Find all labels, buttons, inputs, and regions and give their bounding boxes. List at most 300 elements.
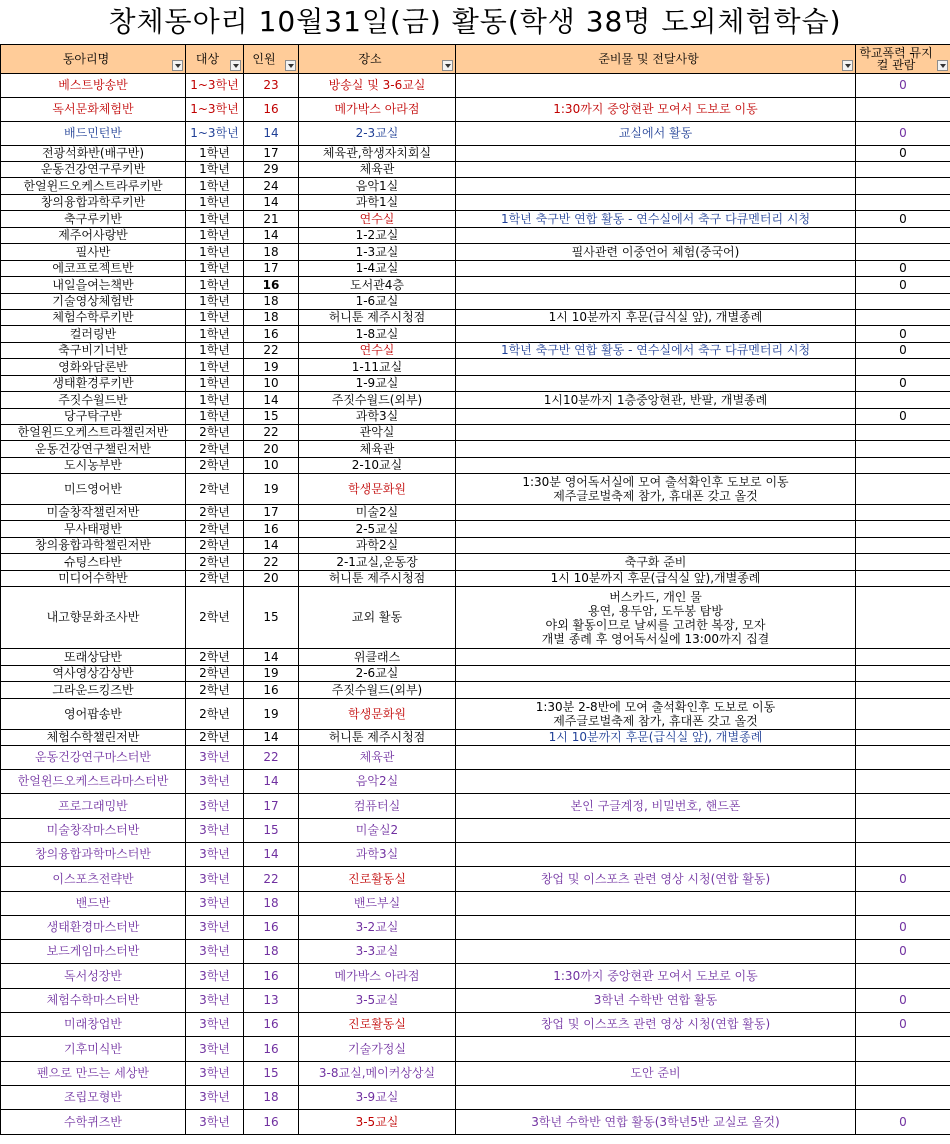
cell-place[interactable]: 2-5교실: [299, 521, 456, 538]
cell-notes[interactable]: 창업 및 이스포츠 관련 영상 시청(연합 활동): [456, 867, 856, 892]
cell-notes[interactable]: [456, 294, 856, 310]
filter-dropdown-icon[interactable]: [937, 60, 948, 71]
cell-musical[interactable]: [856, 730, 950, 746]
cell-count[interactable]: 17: [244, 794, 299, 819]
cell-target[interactable]: 3학년: [186, 770, 244, 794]
cell-notes[interactable]: 1시 10분까지 후문(급식실 앞),개별종례: [456, 571, 856, 587]
cell-place[interactable]: 미술2실: [299, 505, 456, 521]
cell-musical[interactable]: [856, 195, 950, 211]
cell-notes[interactable]: [456, 146, 856, 162]
cell-place[interactable]: 3-3교실: [299, 940, 456, 964]
cell-notes[interactable]: 1학년 축구반 연합 활동 - 연수실에서 축구 다큐멘터리 시청: [456, 211, 856, 228]
cell-count[interactable]: 18: [244, 244, 299, 261]
cell-count[interactable]: 10: [244, 376, 299, 392]
cell-notes[interactable]: [456, 682, 856, 699]
cell-place[interactable]: 도서관4층: [299, 277, 456, 294]
cell-club-name[interactable]: 슈팅스타반: [1, 554, 186, 571]
cell-notes[interactable]: 도안 준비: [456, 1062, 856, 1086]
cell-place[interactable]: 음악1실: [299, 178, 456, 195]
cell-musical[interactable]: 0: [856, 409, 950, 425]
cell-notes[interactable]: [456, 359, 856, 376]
cell-musical[interactable]: [856, 425, 950, 441]
cell-club-name[interactable]: 영화와담론반: [1, 359, 186, 376]
cell-club-name[interactable]: 생태환경마스터반: [1, 916, 186, 940]
cell-club-name[interactable]: 체험수학마스터반: [1, 989, 186, 1013]
cell-count[interactable]: 10: [244, 458, 299, 474]
cell-count[interactable]: 13: [244, 989, 299, 1013]
cell-count[interactable]: 16: [244, 964, 299, 989]
cell-musical[interactable]: 0: [856, 867, 950, 892]
cell-place[interactable]: 위클래스: [299, 649, 456, 666]
cell-club-name[interactable]: 당구탁구반: [1, 409, 186, 425]
cell-target[interactable]: 1학년: [186, 310, 244, 326]
cell-musical[interactable]: [856, 441, 950, 458]
cell-target[interactable]: 3학년: [186, 794, 244, 819]
cell-target[interactable]: 2학년: [186, 666, 244, 682]
cell-notes[interactable]: [456, 892, 856, 916]
cell-place[interactable]: 기술가정실: [299, 1037, 456, 1062]
cell-count[interactable]: 16: [244, 1037, 299, 1062]
cell-notes[interactable]: [456, 819, 856, 843]
cell-place[interactable]: 2-3교실: [299, 122, 456, 146]
cell-count[interactable]: 14: [244, 392, 299, 409]
cell-target[interactable]: 3학년: [186, 1086, 244, 1110]
cell-place[interactable]: 허니툰 제주시청점: [299, 571, 456, 587]
cell-musical[interactable]: [856, 359, 950, 376]
cell-musical[interactable]: [856, 964, 950, 989]
cell-notes[interactable]: [456, 1037, 856, 1062]
cell-club-name[interactable]: 보드게임마스터반: [1, 940, 186, 964]
cell-musical[interactable]: [856, 819, 950, 843]
cell-target[interactable]: 3학년: [186, 964, 244, 989]
cell-club-name[interactable]: 미술창작마스터반: [1, 819, 186, 843]
cell-place[interactable]: 3-8교실,메이커상상실: [299, 1062, 456, 1086]
cell-place[interactable]: 3-2교실: [299, 916, 456, 940]
cell-notes[interactable]: [456, 770, 856, 794]
cell-musical[interactable]: [856, 505, 950, 521]
cell-musical[interactable]: [856, 649, 950, 666]
cell-club-name[interactable]: 컬러링반: [1, 326, 186, 343]
cell-place[interactable]: 1-8교실: [299, 326, 456, 343]
cell-notes[interactable]: [456, 699, 856, 730]
cell-count[interactable]: 14: [244, 122, 299, 146]
cell-target[interactable]: 1학년: [186, 195, 244, 211]
cell-target[interactable]: 2학년: [186, 699, 244, 730]
cell-place[interactable]: 2-10교실: [299, 458, 456, 474]
cell-notes[interactable]: [456, 261, 856, 277]
cell-club-name[interactable]: 독서성장반: [1, 964, 186, 989]
cell-count[interactable]: 18: [244, 892, 299, 916]
cell-musical[interactable]: [856, 571, 950, 587]
cell-count[interactable]: 14: [244, 770, 299, 794]
cell-count[interactable]: 20: [244, 441, 299, 458]
cell-musical[interactable]: 0: [856, 74, 950, 98]
cell-musical[interactable]: [856, 699, 950, 730]
cell-club-name[interactable]: 에코프로젝트반: [1, 261, 186, 277]
cell-count[interactable]: 19: [244, 474, 299, 505]
cell-musical[interactable]: [856, 587, 950, 649]
filter-dropdown-icon[interactable]: [285, 60, 296, 71]
cell-target[interactable]: 2학년: [186, 587, 244, 649]
cell-target[interactable]: 2학년: [186, 458, 244, 474]
cell-musical[interactable]: 0: [856, 261, 950, 277]
filter-dropdown-icon[interactable]: [230, 60, 241, 71]
cell-club-name[interactable]: 한얼윈드오케스트라루키반: [1, 178, 186, 195]
cell-club-name[interactable]: 축구루키반: [1, 211, 186, 228]
cell-musical[interactable]: 0: [856, 1013, 950, 1037]
cell-place[interactable]: 체육관: [299, 441, 456, 458]
cell-count[interactable]: 16: [244, 1110, 299, 1135]
cell-place[interactable]: 과학1실: [299, 195, 456, 211]
cell-notes[interactable]: [456, 228, 856, 244]
cell-club-name[interactable]: 체험수학루키반: [1, 310, 186, 326]
cell-target[interactable]: 1학년: [186, 244, 244, 261]
cell-musical[interactable]: [856, 794, 950, 819]
cell-count[interactable]: 16: [244, 916, 299, 940]
cell-place[interactable]: 진로활동실: [299, 1013, 456, 1037]
cell-place[interactable]: 미술실2: [299, 819, 456, 843]
cell-target[interactable]: 1학년: [186, 178, 244, 195]
cell-club-name[interactable]: 운동건강연구마스터반: [1, 746, 186, 770]
cell-target[interactable]: 2학년: [186, 649, 244, 666]
cell-notes[interactable]: 교실에서 활동: [456, 122, 856, 146]
cell-count[interactable]: 23: [244, 74, 299, 98]
cell-notes[interactable]: [456, 409, 856, 425]
cell-place[interactable]: 방송실 및 3-6교실: [299, 74, 456, 98]
cell-club-name[interactable]: 기술영상체험반: [1, 294, 186, 310]
cell-notes[interactable]: [456, 505, 856, 521]
cell-target[interactable]: 2학년: [186, 521, 244, 538]
cell-target[interactable]: 3학년: [186, 892, 244, 916]
cell-club-name[interactable]: 그라운드킹즈반: [1, 682, 186, 699]
cell-notes[interactable]: 필사관련 이중언어 체험(중국어): [456, 244, 856, 261]
cell-club-name[interactable]: 역사영상감상반: [1, 666, 186, 682]
cell-count[interactable]: 14: [244, 195, 299, 211]
cell-place[interactable]: 2-6교실: [299, 666, 456, 682]
cell-count[interactable]: 22: [244, 554, 299, 571]
cell-notes[interactable]: [456, 441, 856, 458]
cell-place[interactable]: 밴드부실: [299, 892, 456, 916]
cell-notes[interactable]: [456, 538, 856, 554]
cell-place[interactable]: 과학3실: [299, 409, 456, 425]
cell-club-name[interactable]: 한얼윈드오케스트라마스터반: [1, 770, 186, 794]
cell-target[interactable]: 1~3학년: [186, 74, 244, 98]
cell-club-name[interactable]: 제주어사랑반: [1, 228, 186, 244]
cell-target[interactable]: 1~3학년: [186, 122, 244, 146]
cell-club-name[interactable]: 생태환경루키반: [1, 376, 186, 392]
cell-place[interactable]: 메가박스 아라점: [299, 98, 456, 122]
cell-count[interactable]: 15: [244, 409, 299, 425]
cell-place[interactable]: 메가박스 아라점: [299, 964, 456, 989]
cell-notes[interactable]: 본인 구글계정, 비밀번호, 핸드폰: [456, 794, 856, 819]
cell-target[interactable]: 1학년: [186, 162, 244, 178]
cell-notes[interactable]: 3학년 수학반 연합 활동(3학년5반 교실로 올것): [456, 1110, 856, 1135]
cell-club-name[interactable]: 미래창업반: [1, 1013, 186, 1037]
cell-musical[interactable]: 0: [856, 277, 950, 294]
cell-musical[interactable]: [856, 666, 950, 682]
cell-club-name[interactable]: 배드민턴반: [1, 122, 186, 146]
cell-place[interactable]: 교외 활동: [299, 587, 456, 649]
cell-notes[interactable]: 1:30까지 중앙현관 모여서 도보로 이동: [456, 964, 856, 989]
cell-notes[interactable]: [456, 746, 856, 770]
cell-target[interactable]: 1학년: [186, 409, 244, 425]
cell-notes[interactable]: [456, 649, 856, 666]
cell-musical[interactable]: 0: [856, 916, 950, 940]
cell-place[interactable]: 컴퓨터실: [299, 794, 456, 819]
cell-club-name[interactable]: 도시농부반: [1, 458, 186, 474]
cell-target[interactable]: 1학년: [186, 294, 244, 310]
cell-musical[interactable]: [856, 244, 950, 261]
cell-musical[interactable]: [856, 310, 950, 326]
cell-musical[interactable]: [856, 1062, 950, 1086]
cell-target[interactable]: 1학년: [186, 326, 244, 343]
cell-place[interactable]: 과학3실: [299, 843, 456, 867]
cell-count[interactable]: 16: [244, 521, 299, 538]
cell-musical[interactable]: 0: [856, 376, 950, 392]
cell-place[interactable]: 연수실: [299, 211, 456, 228]
cell-target[interactable]: 1학년: [186, 359, 244, 376]
cell-musical[interactable]: [856, 294, 950, 310]
cell-notes[interactable]: [456, 178, 856, 195]
cell-notes[interactable]: 1시10분까지 1층중앙현관, 반팔, 개별종례: [456, 392, 856, 409]
cell-musical[interactable]: [856, 98, 950, 122]
cell-target[interactable]: 3학년: [186, 916, 244, 940]
cell-notes[interactable]: [456, 1086, 856, 1110]
cell-notes[interactable]: 3학년 수학반 연합 활동: [456, 989, 856, 1013]
cell-target[interactable]: 3학년: [186, 1013, 244, 1037]
cell-club-name[interactable]: 영어팝송반: [1, 699, 186, 730]
cell-club-name[interactable]: 기후미식반: [1, 1037, 186, 1062]
cell-target[interactable]: 3학년: [186, 746, 244, 770]
cell-target[interactable]: 2학년: [186, 682, 244, 699]
cell-notes[interactable]: [456, 458, 856, 474]
cell-place[interactable]: 연수실: [299, 343, 456, 359]
cell-target[interactable]: 2학년: [186, 474, 244, 505]
cell-notes[interactable]: [456, 587, 856, 649]
cell-musical[interactable]: 0: [856, 211, 950, 228]
cell-club-name[interactable]: 창의융합과학마스터반: [1, 843, 186, 867]
cell-club-name[interactable]: 미드영어반: [1, 474, 186, 505]
cell-target[interactable]: 1학년: [186, 228, 244, 244]
cell-musical[interactable]: [856, 474, 950, 505]
cell-place[interactable]: 1-3교실: [299, 244, 456, 261]
cell-count[interactable]: 16: [244, 682, 299, 699]
cell-club-name[interactable]: 주짓수월드반: [1, 392, 186, 409]
cell-notes[interactable]: [456, 843, 856, 867]
cell-count[interactable]: 24: [244, 178, 299, 195]
cell-count[interactable]: 20: [244, 571, 299, 587]
cell-notes[interactable]: [456, 195, 856, 211]
cell-target[interactable]: 2학년: [186, 571, 244, 587]
cell-place[interactable]: 1-2교실: [299, 228, 456, 244]
cell-place[interactable]: 3-5교실: [299, 989, 456, 1013]
cell-count[interactable]: 19: [244, 699, 299, 730]
cell-club-name[interactable]: 체험수학챌린저반: [1, 730, 186, 746]
cell-place[interactable]: 허니툰 제주시청점: [299, 310, 456, 326]
cell-place[interactable]: 학생문화원: [299, 699, 456, 730]
cell-musical[interactable]: 0: [856, 326, 950, 343]
cell-notes[interactable]: 창업 및 이스포츠 관련 영상 시청(연합 활동): [456, 1013, 856, 1037]
cell-club-name[interactable]: 미디어수학반: [1, 571, 186, 587]
cell-target[interactable]: 2학년: [186, 425, 244, 441]
cell-club-name[interactable]: 프로그래밍반: [1, 794, 186, 819]
cell-notes[interactable]: 1시 10분까지 후문(급식실 앞), 개별종례: [456, 310, 856, 326]
cell-target[interactable]: 3학년: [186, 843, 244, 867]
cell-count[interactable]: 17: [244, 146, 299, 162]
cell-target[interactable]: 1학년: [186, 211, 244, 228]
cell-musical[interactable]: [856, 554, 950, 571]
cell-count[interactable]: 19: [244, 359, 299, 376]
cell-club-name[interactable]: 한얼윈드오케스트라챌린저반: [1, 425, 186, 441]
cell-notes[interactable]: [456, 940, 856, 964]
cell-place[interactable]: 3-5교실: [299, 1110, 456, 1135]
cell-place[interactable]: 2-1교실,운동장: [299, 554, 456, 571]
cell-place[interactable]: 3-9교실: [299, 1086, 456, 1110]
cell-place[interactable]: 허니툰 제주시청점: [299, 730, 456, 746]
cell-target[interactable]: 1학년: [186, 261, 244, 277]
cell-club-name[interactable]: 필사반: [1, 244, 186, 261]
cell-count[interactable]: 18: [244, 940, 299, 964]
cell-count[interactable]: 29: [244, 162, 299, 178]
cell-count[interactable]: 22: [244, 867, 299, 892]
cell-place[interactable]: 체육관: [299, 746, 456, 770]
cell-place[interactable]: 1-11교실: [299, 359, 456, 376]
cell-place[interactable]: 1-9교실: [299, 376, 456, 392]
cell-notes[interactable]: [456, 326, 856, 343]
cell-count[interactable]: 15: [244, 1062, 299, 1086]
cell-target[interactable]: 1학년: [186, 277, 244, 294]
cell-place[interactable]: 1-4교실: [299, 261, 456, 277]
cell-club-name[interactable]: 전광석화반(배구반): [1, 146, 186, 162]
cell-notes[interactable]: [456, 521, 856, 538]
cell-count[interactable]: 22: [244, 425, 299, 441]
cell-musical[interactable]: [856, 458, 950, 474]
cell-target[interactable]: 1학년: [186, 146, 244, 162]
cell-place[interactable]: 1-6교실: [299, 294, 456, 310]
cell-target[interactable]: 3학년: [186, 1110, 244, 1135]
cell-club-name[interactable]: 이스포츠전략반: [1, 867, 186, 892]
cell-musical[interactable]: 0: [856, 343, 950, 359]
cell-target[interactable]: 1학년: [186, 392, 244, 409]
cell-target[interactable]: 3학년: [186, 819, 244, 843]
cell-notes[interactable]: [456, 425, 856, 441]
cell-notes[interactable]: [456, 162, 856, 178]
cell-count[interactable]: 18: [244, 294, 299, 310]
cell-count[interactable]: 17: [244, 261, 299, 277]
cell-count[interactable]: 14: [244, 228, 299, 244]
cell-musical[interactable]: [856, 770, 950, 794]
cell-count[interactable]: 14: [244, 730, 299, 746]
cell-count[interactable]: 19: [244, 666, 299, 682]
cell-musical[interactable]: [856, 392, 950, 409]
cell-club-name[interactable]: 창의융합과학루키반: [1, 195, 186, 211]
cell-musical[interactable]: 0: [856, 989, 950, 1013]
cell-place[interactable]: 체육관,학생자치회실: [299, 146, 456, 162]
cell-notes[interactable]: [456, 74, 856, 98]
cell-target[interactable]: 3학년: [186, 1062, 244, 1086]
cell-target[interactable]: 3학년: [186, 867, 244, 892]
cell-musical[interactable]: [856, 746, 950, 770]
cell-count[interactable]: 16: [244, 326, 299, 343]
cell-club-name[interactable]: 미술창작챌린저반: [1, 505, 186, 521]
cell-club-name[interactable]: 조립모형반: [1, 1086, 186, 1110]
cell-target[interactable]: 2학년: [186, 554, 244, 571]
cell-club-name[interactable]: 펜으로 만드는 세상반: [1, 1062, 186, 1086]
cell-club-name[interactable]: 축구비기너반: [1, 343, 186, 359]
cell-musical[interactable]: [856, 843, 950, 867]
cell-musical[interactable]: [856, 178, 950, 195]
cell-count[interactable]: 16: [244, 98, 299, 122]
cell-musical[interactable]: [856, 521, 950, 538]
cell-count[interactable]: 18: [244, 1086, 299, 1110]
cell-club-name[interactable]: 독서문화체험반: [1, 98, 186, 122]
cell-target[interactable]: 2학년: [186, 538, 244, 554]
filter-dropdown-icon[interactable]: [842, 60, 853, 71]
cell-club-name[interactable]: 수학퀴즈반: [1, 1110, 186, 1135]
cell-club-name[interactable]: 내일을여는책반: [1, 277, 186, 294]
cell-count[interactable]: 14: [244, 538, 299, 554]
cell-notes[interactable]: [456, 376, 856, 392]
cell-musical[interactable]: 0: [856, 122, 950, 146]
cell-club-name[interactable]: 운동건강연구챌린저반: [1, 441, 186, 458]
cell-notes[interactable]: 1시 10분까지 후문(급식실 앞), 개별종례: [456, 730, 856, 746]
filter-dropdown-icon[interactable]: [172, 60, 183, 71]
cell-musical[interactable]: 0: [856, 1110, 950, 1135]
cell-target[interactable]: 2학년: [186, 730, 244, 746]
cell-notes[interactable]: [456, 474, 856, 505]
cell-target[interactable]: 2학년: [186, 441, 244, 458]
cell-place[interactable]: 주짓수월드(외부): [299, 392, 456, 409]
cell-musical[interactable]: 0: [856, 940, 950, 964]
cell-place[interactable]: 진로활동실: [299, 867, 456, 892]
filter-dropdown-icon[interactable]: [442, 60, 453, 71]
cell-musical[interactable]: [856, 1086, 950, 1110]
cell-musical[interactable]: [856, 682, 950, 699]
cell-count[interactable]: 14: [244, 843, 299, 867]
cell-target[interactable]: 1학년: [186, 376, 244, 392]
cell-notes[interactable]: [456, 916, 856, 940]
cell-count[interactable]: 15: [244, 587, 299, 649]
cell-musical[interactable]: [856, 1037, 950, 1062]
cell-musical[interactable]: [856, 892, 950, 916]
cell-count[interactable]: 16: [244, 277, 299, 294]
cell-musical[interactable]: 0: [856, 146, 950, 162]
cell-club-name[interactable]: 또래상담반: [1, 649, 186, 666]
cell-target[interactable]: 3학년: [186, 1037, 244, 1062]
cell-notes[interactable]: [456, 277, 856, 294]
cell-count[interactable]: 17: [244, 505, 299, 521]
cell-notes[interactable]: 1:30까지 중앙현관 모여서 도보로 이동: [456, 98, 856, 122]
cell-count[interactable]: 14: [244, 649, 299, 666]
cell-club-name[interactable]: 내고향문화조사반: [1, 587, 186, 649]
cell-target[interactable]: 1학년: [186, 343, 244, 359]
cell-count[interactable]: 22: [244, 343, 299, 359]
cell-club-name[interactable]: 무사태평반: [1, 521, 186, 538]
cell-place[interactable]: 과학2실: [299, 538, 456, 554]
cell-notes[interactable]: 1학년 축구반 연합 활동 - 연수실에서 축구 다큐멘터리 시청: [456, 343, 856, 359]
cell-musical[interactable]: [856, 162, 950, 178]
cell-target[interactable]: 3학년: [186, 989, 244, 1013]
cell-place[interactable]: 체육관: [299, 162, 456, 178]
cell-club-name[interactable]: 운동건강연구루키반: [1, 162, 186, 178]
cell-count[interactable]: 22: [244, 746, 299, 770]
cell-count[interactable]: 21: [244, 211, 299, 228]
cell-target[interactable]: 3학년: [186, 940, 244, 964]
cell-musical[interactable]: [856, 228, 950, 244]
cell-notes[interactable]: 축구화 준비: [456, 554, 856, 571]
cell-club-name[interactable]: 밴드반: [1, 892, 186, 916]
cell-place[interactable]: 관악실: [299, 425, 456, 441]
